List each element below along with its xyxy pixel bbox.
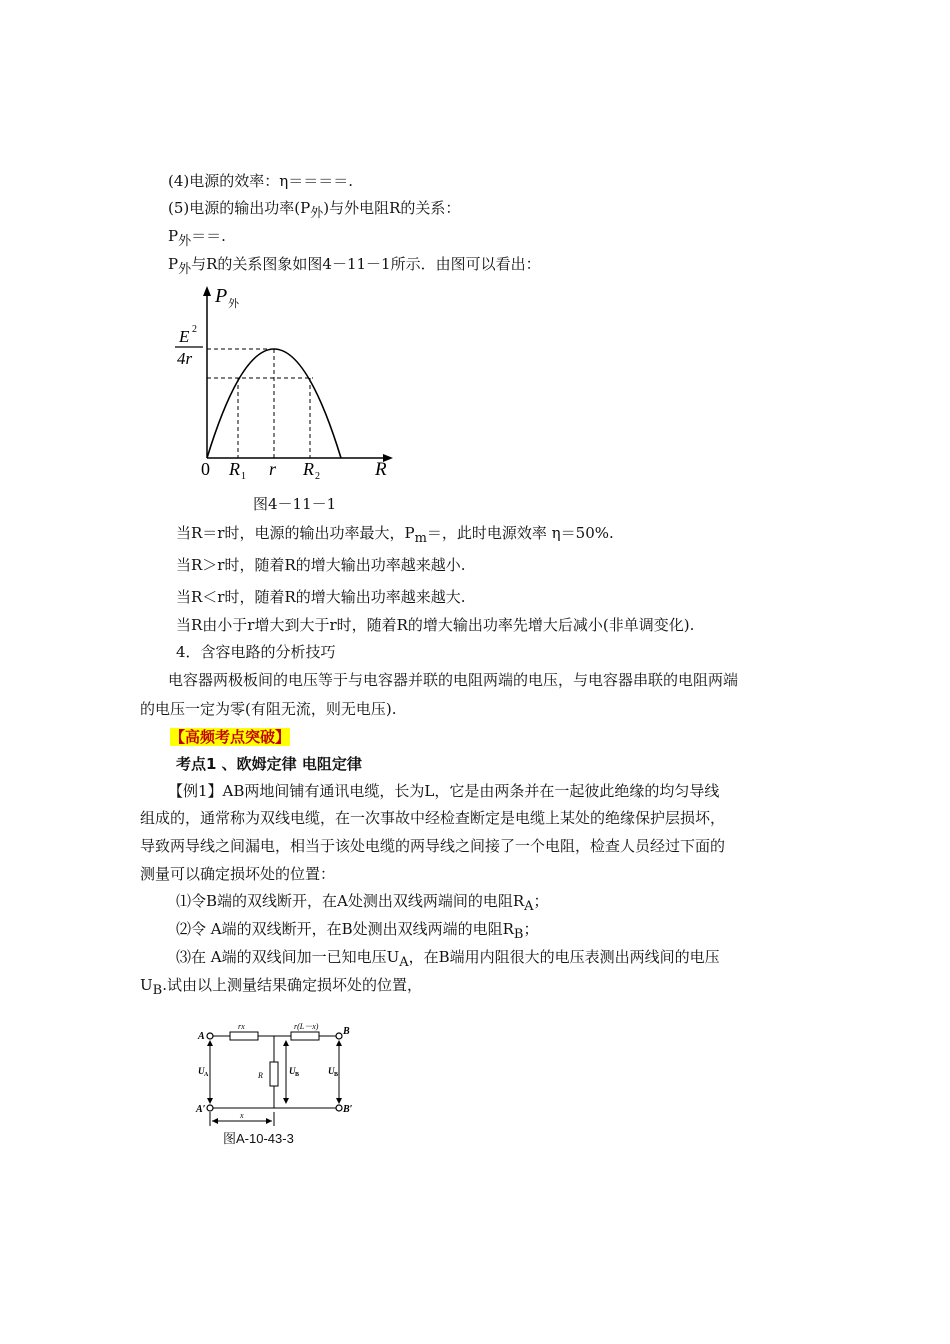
x-tick-r1-sub: 1 — [241, 471, 246, 482]
distance-x-label: x — [240, 1111, 244, 1120]
example-text-1: 【例1】AB两地间铺有通讯电缆，长为L，它是由两条并在一起彼此绝缘的均匀导线 — [168, 782, 720, 800]
resistor-rlx-label: r(L－x) — [294, 1022, 319, 1031]
circuit-diagram — [190, 1018, 370, 1130]
r-less-line: 当R＜r时，随着R的增大输出功率越来越大. — [176, 588, 466, 606]
graph-intro-line: $P_外$与R的关系图象如图4－11－1所示．由图可以看出： — [168, 255, 541, 277]
x-tick-r2-sub: 2 — [315, 471, 320, 482]
x-axis-label: R — [375, 459, 387, 480]
terminal-a-prime: A′ — [196, 1104, 206, 1115]
power-resistance-graph — [165, 280, 405, 485]
voltage-ub-right-sub: B — [334, 1072, 339, 1078]
voltage-ua-label: U — [198, 1066, 205, 1076]
voltage-ub-right-label: U — [328, 1066, 335, 1076]
example-text-2: 组成的，通常称为双线电缆，在一次事故中经检查断定是电缆上某处的绝缘保护层损坏， — [140, 809, 726, 827]
capacitor-text-2: 的电压一定为零(有阻无流，则无电压). — [140, 700, 397, 718]
y-tick-numerator-sup: 2 — [192, 324, 197, 335]
output-power-formula-line: $P_外==$. — [168, 227, 226, 249]
origin-label: 0 — [201, 459, 210, 479]
step-3: ⑶在 A端的双线间加一已知电压$U_A$，在B端用内阻很大的电压表测出两线间的电压 — [176, 948, 720, 970]
step-1: ⑴令B端的双线断开，在A处测出双线两端间的电阻$R_A$； — [176, 892, 549, 914]
voltage-ub-mid-sub: B — [295, 1072, 300, 1078]
step-2: ⑵令 A端的双线断开，在B处测出双线两端的电阻$R_B$； — [176, 920, 539, 942]
x-tick-r2: R — [303, 459, 314, 479]
r-transition-line: 当R由小于r增大到大于r时，随着R的增大输出功率先增大后减小(非单调变化). — [176, 616, 695, 634]
output-power-relation-line: (5)电源的输出功率$(P_外)$与外电阻R的关系： — [168, 199, 461, 221]
efficiency-line: (4)电源的效率：η＝＝＝＝. — [168, 172, 354, 190]
y-axis-sub: 外 — [228, 298, 239, 310]
voltage-ub-mid-label: U — [289, 1066, 296, 1076]
topic-heading: 考点1 、欧姆定律 电阻定律 — [176, 755, 362, 773]
y-tick-denominator: 4r — [177, 349, 193, 368]
circuit-caption: 图A-10-43-3 — [223, 1131, 294, 1146]
section-heading: 【高频考点突破】 — [170, 728, 291, 746]
max-power-line: 当R＝r时，电源的输出功率最大，$P_m=$，此时电源效率 η＝50%. — [176, 524, 614, 546]
resistor-r-label: R — [258, 1071, 263, 1080]
capacitor-text-1: 电容器两极板间的电压等于与电容器并联的电阻两端的电压，与电容器串联的电阻两端 — [168, 671, 739, 689]
y-axis-label: P — [215, 285, 228, 307]
voltage-ua-sub: A — [204, 1072, 209, 1078]
x-tick-r1: R — [229, 459, 240, 479]
y-tick-numerator: E — [179, 327, 190, 346]
example-text-3: 导致两导线之间漏电，相当于该处电缆的两导线之间接了一个电阻，检查人员经过下面的 — [140, 837, 726, 855]
terminal-b-prime: B′ — [343, 1104, 353, 1115]
terminal-a: A — [198, 1031, 205, 1042]
graph-caption: 图4－11－1 — [253, 495, 337, 513]
x-tick-r: r — [269, 459, 277, 479]
step-3-continued: $U_B$.试由以上测量结果确定损坏处的位置， — [140, 976, 422, 998]
r-greater-line: 当R＞r时，随着R的增大输出功率越来越小. — [176, 556, 466, 574]
terminal-b: B — [343, 1026, 350, 1037]
resistor-rx-label: rx — [238, 1022, 245, 1031]
capacitor-heading: 4．含容电路的分析技巧 — [176, 643, 336, 661]
example-text-4: 测量可以确定损坏处的位置： — [140, 865, 336, 883]
